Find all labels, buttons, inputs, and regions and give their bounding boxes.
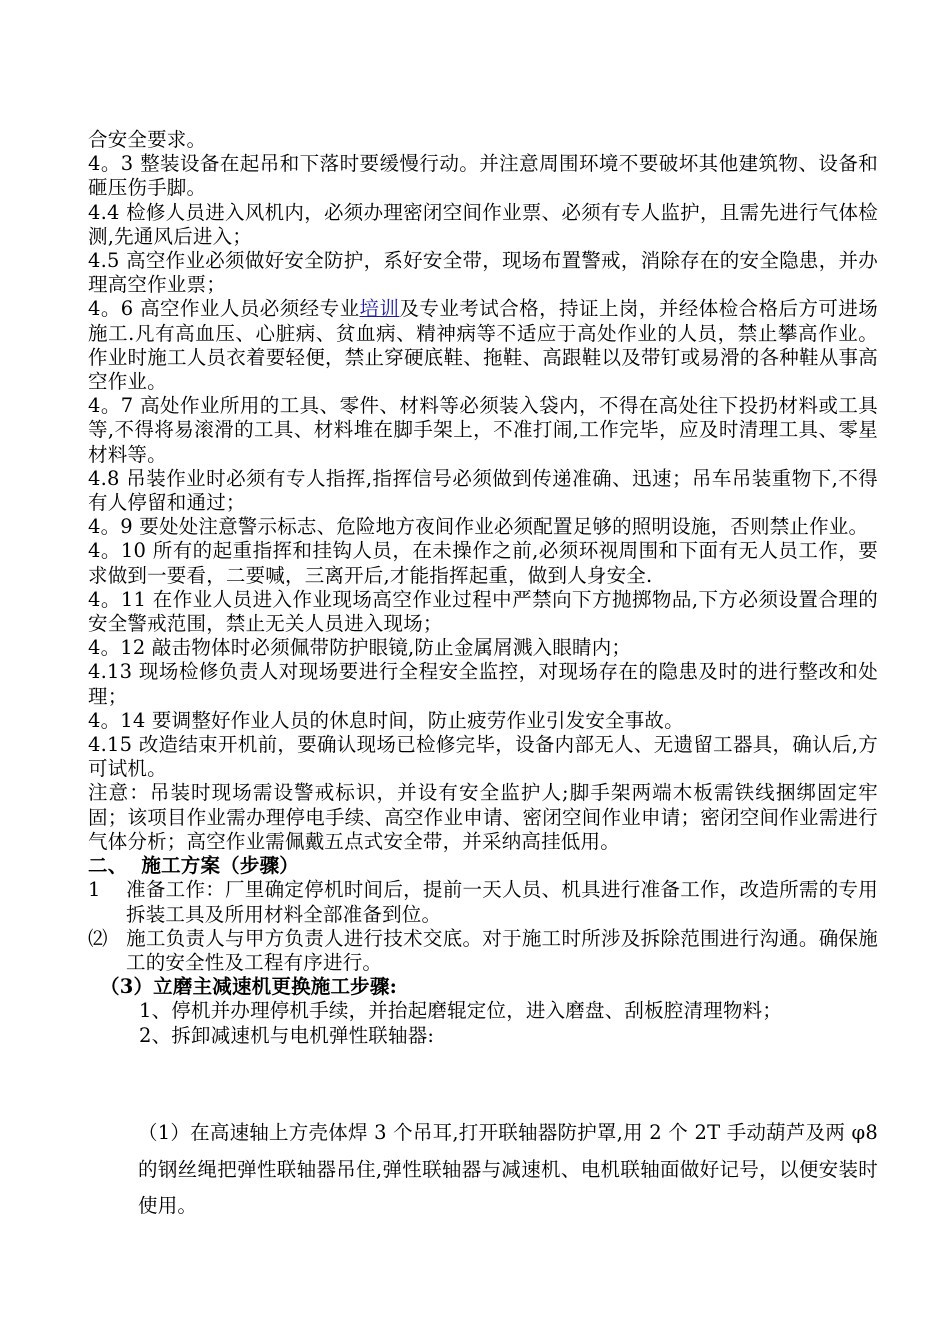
paragraph-continuation: 合安全要求。 [88,128,207,151]
paragraph-4-7: 4。7 高处作业所用的工具、零件、材料等必须装入袋内，不得在高处往下投扔材料或工具等,不得将易滚滑的工具、材料堆在脚手架上，不准打闹,工作完毕，应及时清理工具、零星材料等。 [88,394,878,466]
safety-measures-section [88,128,878,1048]
step-3-item-1: 1、停机并办理停机手续，并抬起磨辊定位，进入磨盘、刮板腔清理物料； [139,999,783,1023]
paragraph-4-5: 4.5 高空作业必须做好安全防护，系好安全带，现场布置警戒，消除存在的安全隐患，并办理高空作业票； [88,249,878,297]
paragraph-4-3: 4。3 整装设备在起吊和下落时要缓慢行动。并注意周围环境不要破坏其他建筑物、设备和砸压伤手脚。 [88,152,878,200]
step-3-item-2: 2、拆卸减速机与电机弹性联轴器: [139,1023,435,1047]
step-2-number: ⑵ [88,926,108,950]
paragraph-4-6-text-end: 及专业考试合格，持证上岗，并经体检合格后方可进场施工.凡有高血压、心脏病、贫血病、精神病等不适应于高处作业的人员，禁止攀高作业。作业时施工人员衣着要轻便，禁止穿硬底鞋、拖鞋、高跟鞋以及带钉或易滑的各种鞋从事高空作业。 [88,297,878,394]
step-3-item-2-detail-block [138,1115,878,1225]
paragraph-4-8: 4.8 吊装作业时必须有专人指挥,指挥信号必须做到传递准确、迅速；吊车吊装重物下,不得有人停留和通过； [88,466,878,515]
paragraph-4-6-text-start: 4。6 高空作业人员必须经专业 [88,297,360,321]
step-1-text: 准备工作：厂里确定停机时间后，提前一天人员、机具进行准备工作，改造所需的专用拆装工具及所用材料全部准备到位。 [126,878,878,926]
paragraph-4-6 [88,297,878,394]
step-1 [88,878,878,926]
paragraph-4-11: 4。11 在作业人员进入作业现场高空作业过程中严禁向下方抛掷物品,下方必须设置合理的安全警戒范围，禁止无关人员进入现场； [88,587,878,636]
paragraph-4-15: 4.15 改造结束开机前，要确认现场已检修完毕，设备内部无人、无遗留工器具，确认后,方可试机。 [88,733,878,781]
note-paragraph: 注意：吊装时现场需设警戒标识，并设有安全监护人;脚手架两端木板需铁线捆绑固定牢固；该项目作业需办理停电手续、高空作业申请、密闭空间作业申请；密闭空间作业需进行气体分析；高空作业需佩戴五点式安全带，并采纳高挂低用。 [88,781,878,853]
step-3-item-2-detail: （1）在高速轴上方壳体焊 3 个吊耳,打开联轴器防护罩,用 2 个 2T 手动葫芦及两 φ8 的钢丝绳把弹性联轴器吊住,弹性联轴器与减速机、电机联轴面做好记号，以便安装时使用。 [138,1121,878,1218]
step-2 [88,927,878,975]
paragraph-4-13: 4.13 现场检修负责人对现场要进行全程安全监控，对现场存在的隐患及时的进行整改和处理； [88,660,878,708]
paragraph-4-9: 4。9 要处处注意警示标志、危险地方夜间作业必须配置足够的照明设施，否则禁止作业。 [88,515,869,539]
step-3-heading: （3）立磨主减速机更换施工步骤: [100,975,397,999]
paragraph-4-4: 4.4 检修人员进入风机内，必须办理密闭空间作业票、必须有专人监护，且需先进行气体检测,先通风后进入； [88,200,878,248]
paragraph-4-14: 4。14 要调整好作业人员的休息时间，防止疲劳作业引发安全事故。 [88,708,684,732]
step-2-text: 施工负责人与甲方负责人进行技术交底。对于施工时所涉及拆除范围进行沟通。确保施工的安全性及工程有序进行。 [126,926,878,974]
paragraph-4-10: 4。10 所有的起重指挥和挂钩人员，在未操作之前,必须环视周围和下面有无人员工作，要求做到一要看，二要喊，三离开后,才能指挥起重，做到人身安全. [88,539,878,587]
section-2-heading: 二、 施工方案（步骤） [88,854,299,878]
paragraph-4-12: 4。12 敲击物体时必须佩带防护眼镜,防止金属屑溅入眼睛内； [88,636,632,660]
step-1-number: 1 [88,878,101,902]
training-link[interactable]: 培训 [359,297,400,321]
